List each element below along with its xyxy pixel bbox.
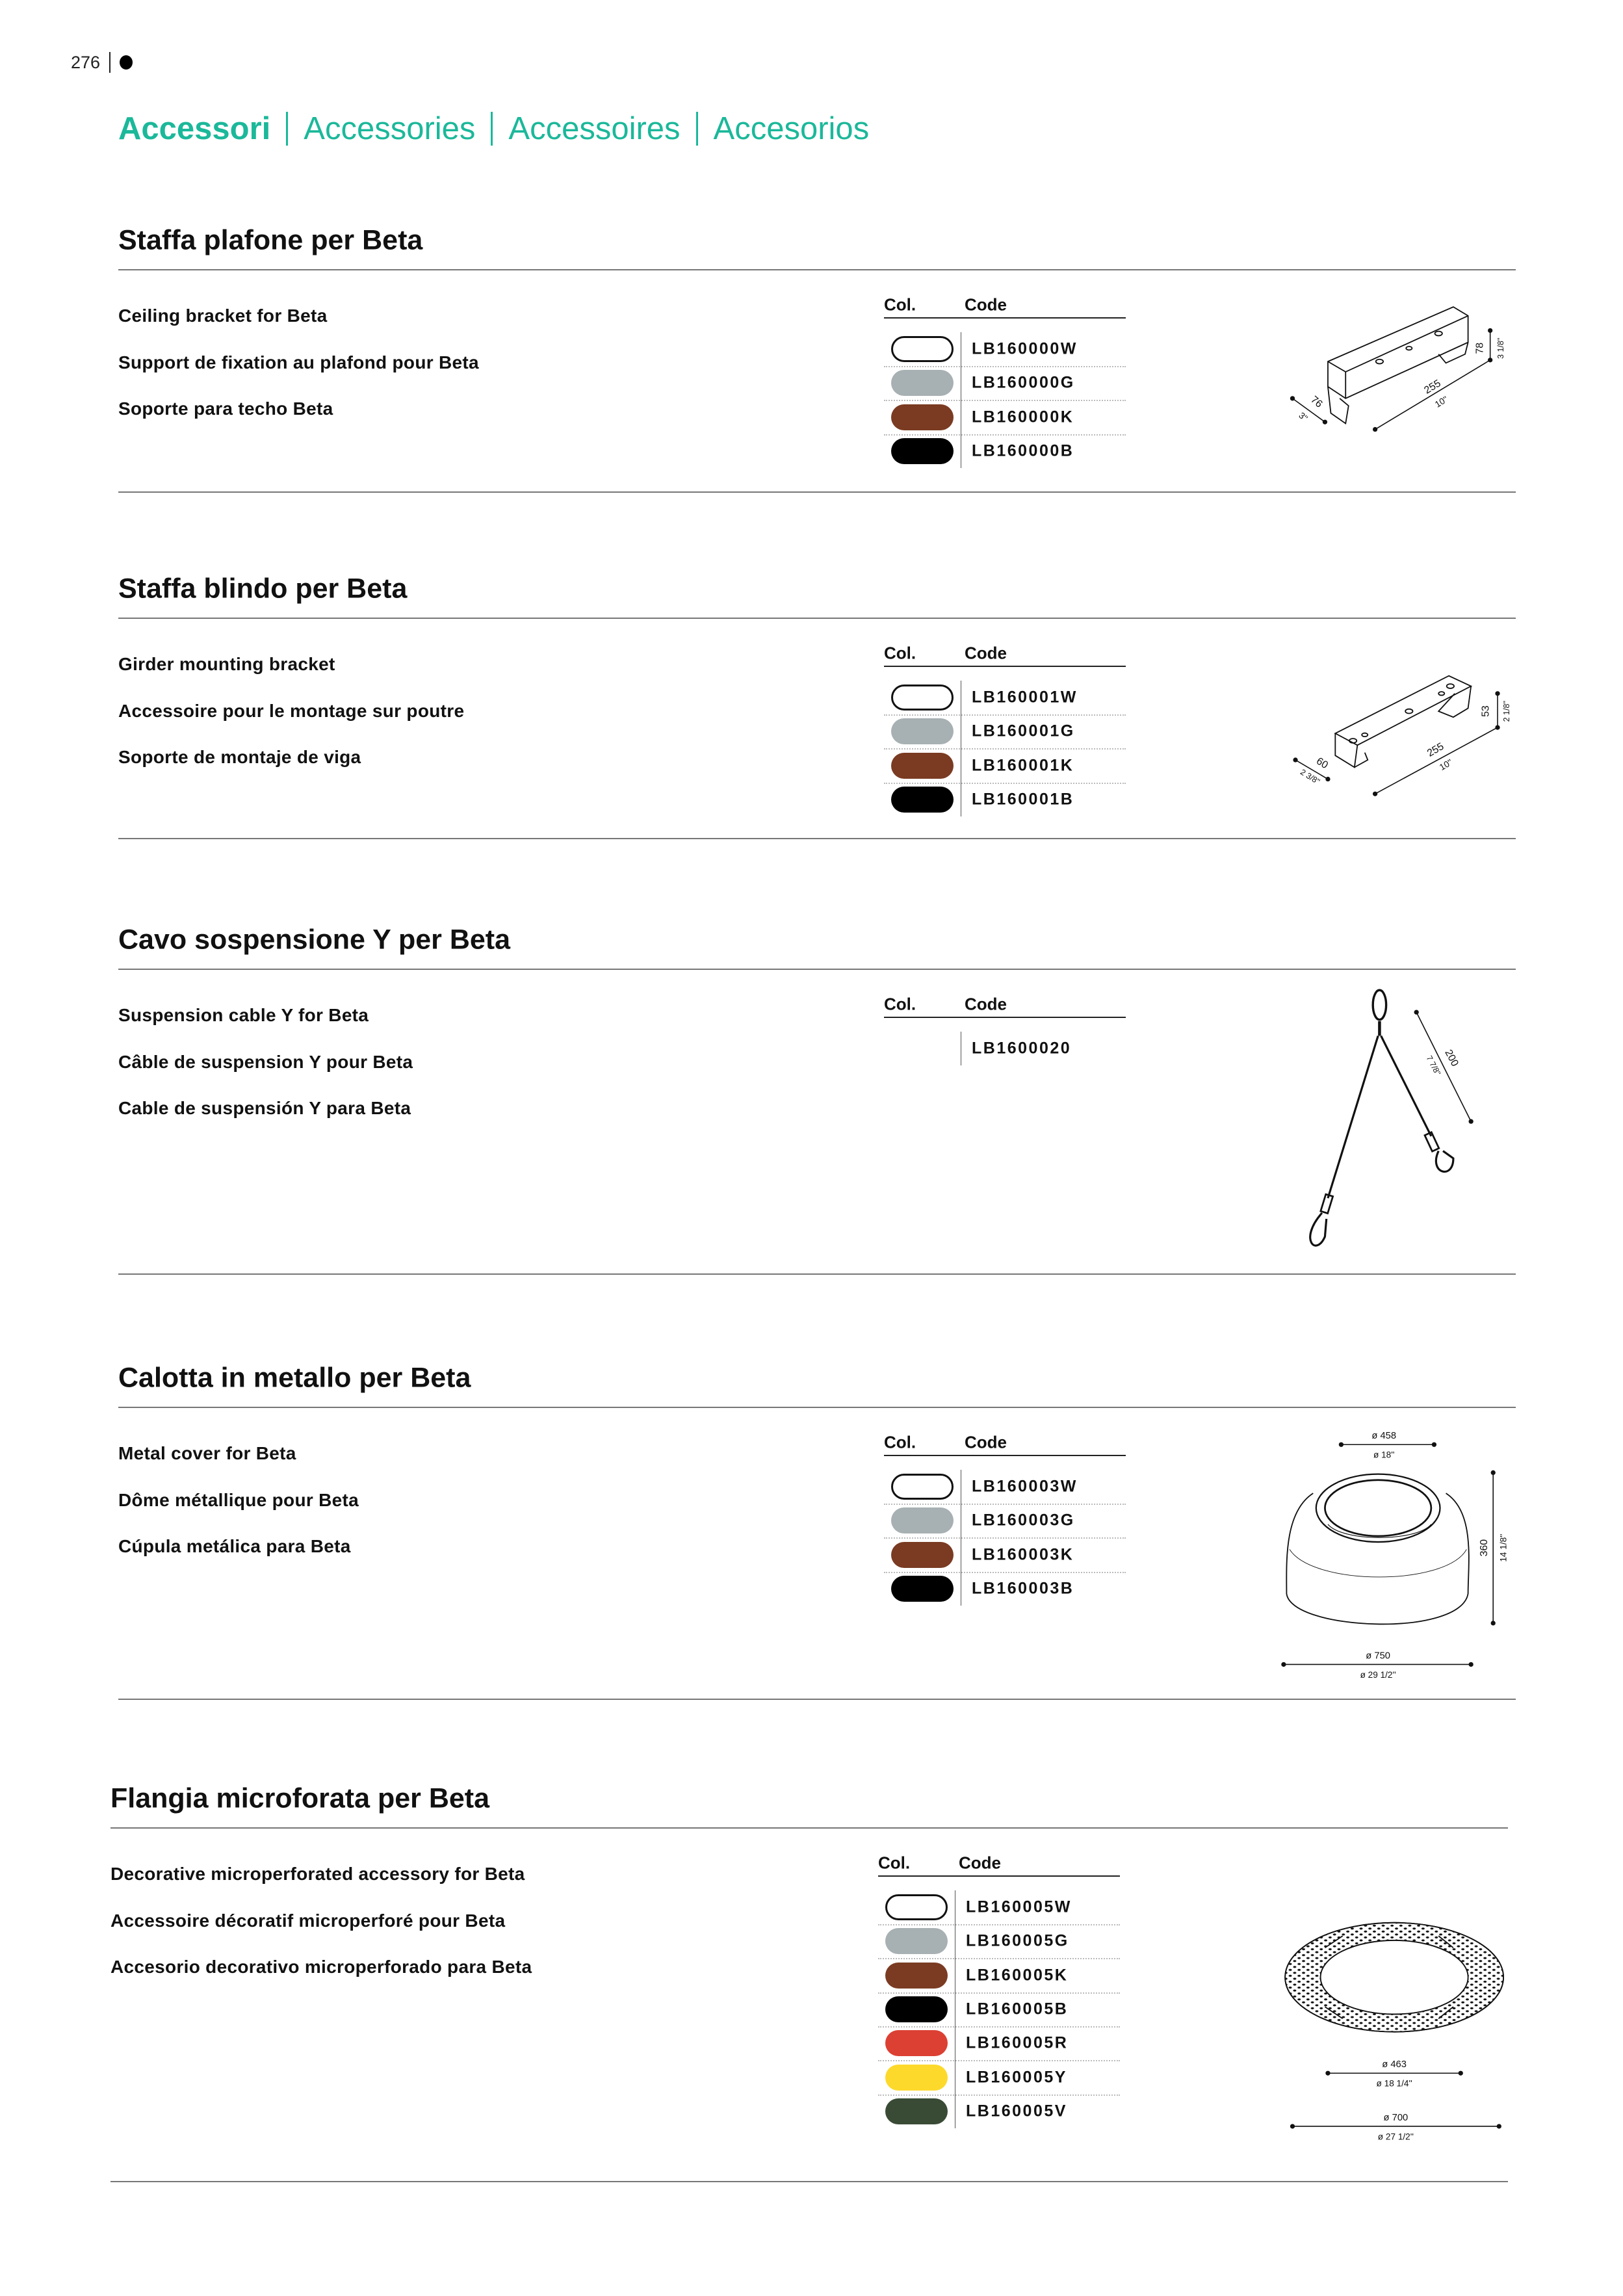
product-description: Metal cover for Beta: [118, 1443, 296, 1463]
product-description: Support de fixation au plafond pour Beta: [118, 352, 479, 372]
dim-text: 14 1/8'': [1498, 1533, 1509, 1562]
col-header: Col.: [884, 643, 916, 663]
dim-text: ø 18'': [1373, 1450, 1395, 1460]
dim-text: 78: [1474, 342, 1486, 354]
dim-text: 3 1/8'': [1496, 337, 1506, 359]
dim-text: 255: [1422, 378, 1443, 397]
dim-text: 2 3/8'': [1299, 767, 1322, 787]
col-header: Col.: [878, 1853, 911, 1873]
dim-text: ø 750: [1366, 1650, 1391, 1662]
product-description: Cúpula metálica para Beta: [118, 1536, 351, 1556]
title-fr: Accessoires: [508, 111, 681, 146]
product-description: Suspension cable Y for Beta: [118, 1005, 369, 1025]
product-code: LB160005K: [966, 1966, 1069, 1985]
product-code: LB160005R: [966, 2033, 1069, 2052]
product-code: LB160000B: [972, 441, 1074, 460]
product-code: LB160001K: [972, 756, 1074, 775]
product-description: Accessoire pour le montage sur poutre: [118, 700, 465, 721]
dim-text: 7 7/8'': [1424, 1054, 1443, 1077]
product-description: Dôme métallique pour Beta: [118, 1489, 359, 1510]
dim-text: 200: [1442, 1048, 1461, 1069]
product-description: Accesorio decorativo microperforado para Beta: [110, 1957, 532, 1977]
product-code: LB160003G: [972, 1511, 1075, 1530]
col-header: Col.: [884, 994, 916, 1014]
product-description: Câble de suspension Y pour Beta: [118, 1051, 413, 1072]
product-code: LB160005W: [966, 1898, 1072, 1916]
title-es: Accesorios: [713, 111, 870, 146]
code-header: Code: [965, 643, 1007, 663]
product-code: LB160001B: [972, 790, 1074, 809]
section-heading: Staffa blindo per Beta: [118, 573, 408, 605]
section-heading: Staffa plafone per Beta: [118, 224, 423, 256]
dim-text: 255: [1425, 740, 1446, 759]
ceiling-bracket-drawing: [1328, 307, 1468, 423]
col-header: Col.: [884, 1432, 916, 1452]
dimension-endpoints: [1281, 328, 1501, 2129]
dim-text: ø 27 1/2'': [1377, 2132, 1414, 2142]
dim-text: 3'': [1297, 410, 1310, 424]
metal-cover-drawing: [1286, 1474, 1469, 1624]
dim-text: 360: [1479, 1539, 1490, 1557]
product-code: LB160003B: [972, 1579, 1074, 1598]
section-heading: Calotta in metallo per Beta: [118, 1362, 471, 1394]
girder-bracket-drawing: [1335, 676, 1471, 768]
product-code: LB160005B: [966, 2000, 1069, 2018]
page-number-text: 276: [71, 52, 101, 72]
section-heading: Flangia microforata per Beta: [110, 1782, 490, 1814]
dim-text: 76: [1308, 394, 1325, 410]
suspension-cable-drawing: [1310, 990, 1471, 1246]
product-code: LB160003K: [972, 1545, 1074, 1564]
dim-text: ø 458: [1371, 1431, 1397, 1442]
dim-text: 2 1/8'': [1502, 700, 1512, 722]
microperforated-flange-drawing: [1285, 1923, 1503, 2032]
product-code: LB160003W: [972, 1477, 1078, 1496]
col-header: Col.: [884, 294, 916, 315]
dim-text: ø 700: [1383, 2112, 1409, 2123]
dim-text: ø 463: [1382, 2059, 1407, 2070]
dim-text: 53: [1480, 705, 1492, 717]
dim-text: ø 18 1/4'': [1376, 2078, 1412, 2089]
dim-text: 10'': [1433, 394, 1450, 410]
dim-text: 60: [1314, 755, 1331, 772]
product-description: Decorative microperforated accessory for Beta: [110, 1864, 525, 1884]
product-code: LB160001G: [972, 722, 1075, 740]
product-code: LB160005V: [966, 2102, 1067, 2120]
product-code: LB160001W: [972, 688, 1078, 707]
product-description: Accessoire décoratif microperforé pour Beta: [110, 1910, 506, 1931]
product-description: Girder mounting bracket: [118, 654, 335, 674]
product-code: LB1600020: [972, 1039, 1072, 1058]
code-header: Code: [965, 994, 1007, 1014]
dim-text: 10'': [1438, 757, 1455, 773]
product-description: Ceiling bracket for Beta: [118, 306, 328, 326]
product-code: LB160005Y: [966, 2068, 1067, 2086]
product-code: LB160000W: [972, 339, 1078, 358]
title-en: Accessories: [304, 111, 476, 146]
product-description: Soporte para techo Beta: [118, 398, 333, 419]
product-code: LB160005G: [966, 1931, 1069, 1950]
section-heading: Cavo sospensione Y per Beta: [118, 924, 511, 956]
dim-text: ø 29 1/2'': [1360, 1669, 1396, 1680]
product-description: Soporte de montaje de viga: [118, 747, 361, 767]
code-header: Code: [965, 1432, 1007, 1452]
code-header: Code: [959, 1853, 1001, 1873]
product-code: LB160000G: [972, 373, 1075, 392]
title-it: Accessori: [118, 111, 271, 146]
metal-cover-dimensions: [1284, 1444, 1493, 1664]
code-header: Code: [965, 294, 1007, 315]
product-description: Cable de suspensión Y para Beta: [118, 1098, 411, 1118]
product-code: LB160000K: [972, 408, 1074, 426]
